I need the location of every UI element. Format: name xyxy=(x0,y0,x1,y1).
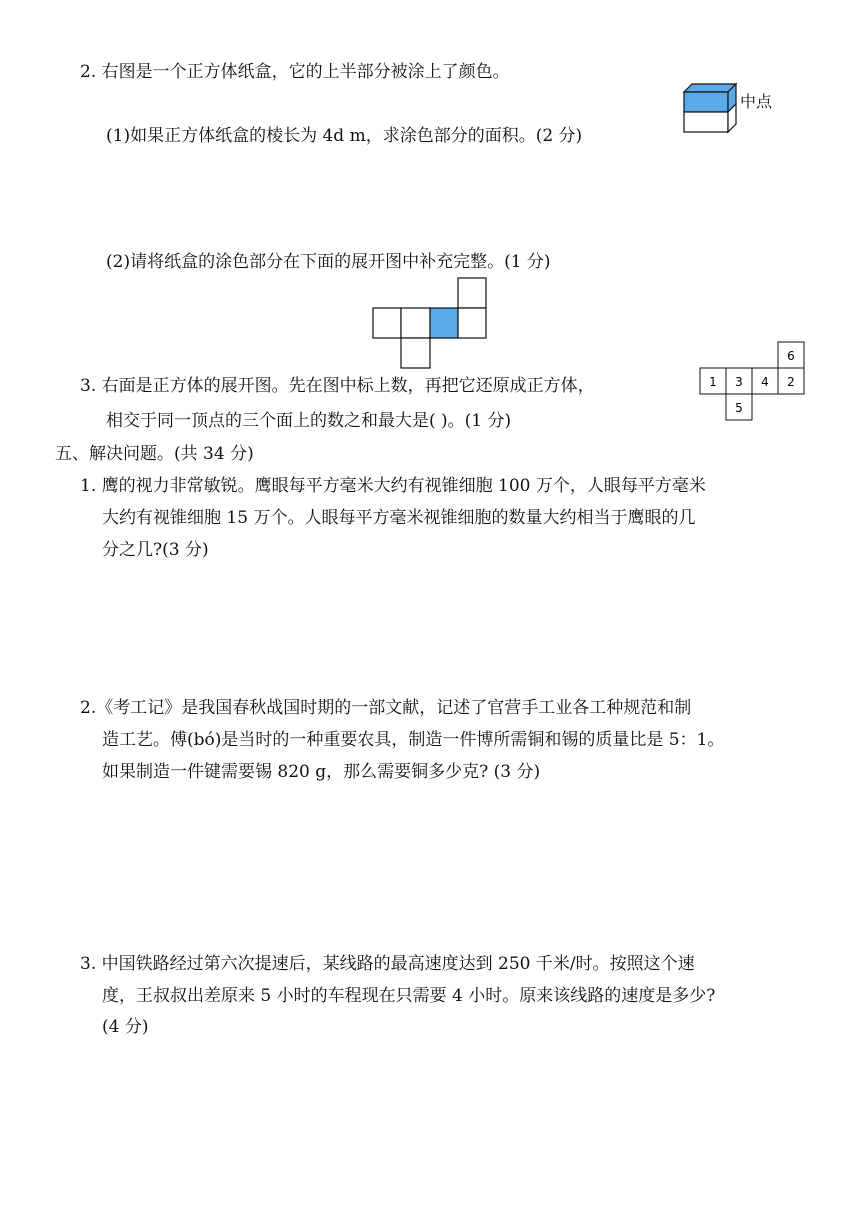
problem3-line3: (4 分) xyxy=(102,1017,149,1037)
q3-stem-line2: 相交于同一顶点的三个面上的数之和最大是( )。(1 分) xyxy=(106,411,512,431)
midpoint-label: 中点 xyxy=(740,92,773,111)
net-number-1: 1 xyxy=(709,375,717,389)
q2-part1: (1)如果正方体纸盒的棱长为 4d m，求涂色部分的面积。(2 分) xyxy=(106,126,583,146)
problem2-line2: 造工艺。傅(bó)是当时的一种重要农具，制造一件博所需铜和锡的质量比是 5：1。 xyxy=(102,730,725,750)
net-number-6: 6 xyxy=(787,349,795,363)
q2-part2: (2)请将纸盒的涂色部分在下面的展开图中补充完整。(1 分) xyxy=(106,252,551,272)
problem3-line1: 3. 中国铁路经过第六次提速后，某线路的最高速度达到 250 千米/时。按照这个速 xyxy=(80,954,695,974)
section5-title: 五、解决问题。(共 34 分) xyxy=(55,444,254,464)
net-number-5: 5 xyxy=(735,401,743,415)
cube-net-to-complete[interactable] xyxy=(372,277,492,372)
q2-stem: 2. 右图是一个正方体纸盒，它的上半部分被涂上了颜色。 xyxy=(80,62,510,82)
problem1-line1: 1. 鹰的视力非常敏锐。鹰眼每平方毫米大约有视锥细胞 100 万个，人眼每平方毫米 xyxy=(80,476,706,496)
problem1-line3: 分之几?(3 分) xyxy=(102,540,209,560)
q3-stem-line1: 3. 右面是正方体的展开图。先在图中标上数，再把它还原成正方体， xyxy=(80,376,595,396)
numbered-cube-net xyxy=(698,341,808,423)
problem2-line3: 如果制造一件键需要锡 820 g，那么需要铜多少克? (3 分) xyxy=(102,762,541,782)
net-number-4: 4 xyxy=(761,375,769,389)
problem3-line2: 度，王叔叔出差原来 5 小时的车程现在只需要 4 小时。原来该线路的速度是多少? xyxy=(102,986,716,1006)
net-number-2: 2 xyxy=(787,375,795,389)
problem2-line1: 2.《考工记》是我国春秋战国时期的一部文献，记述了官营手工业各工种规范和制 xyxy=(80,698,692,718)
net-number-3: 3 xyxy=(735,375,743,389)
problem1-line2: 大约有视锥细胞 15 万个。人眼每平方毫米视锥细胞的数量大约相当于鹰眼的几 xyxy=(102,508,696,528)
